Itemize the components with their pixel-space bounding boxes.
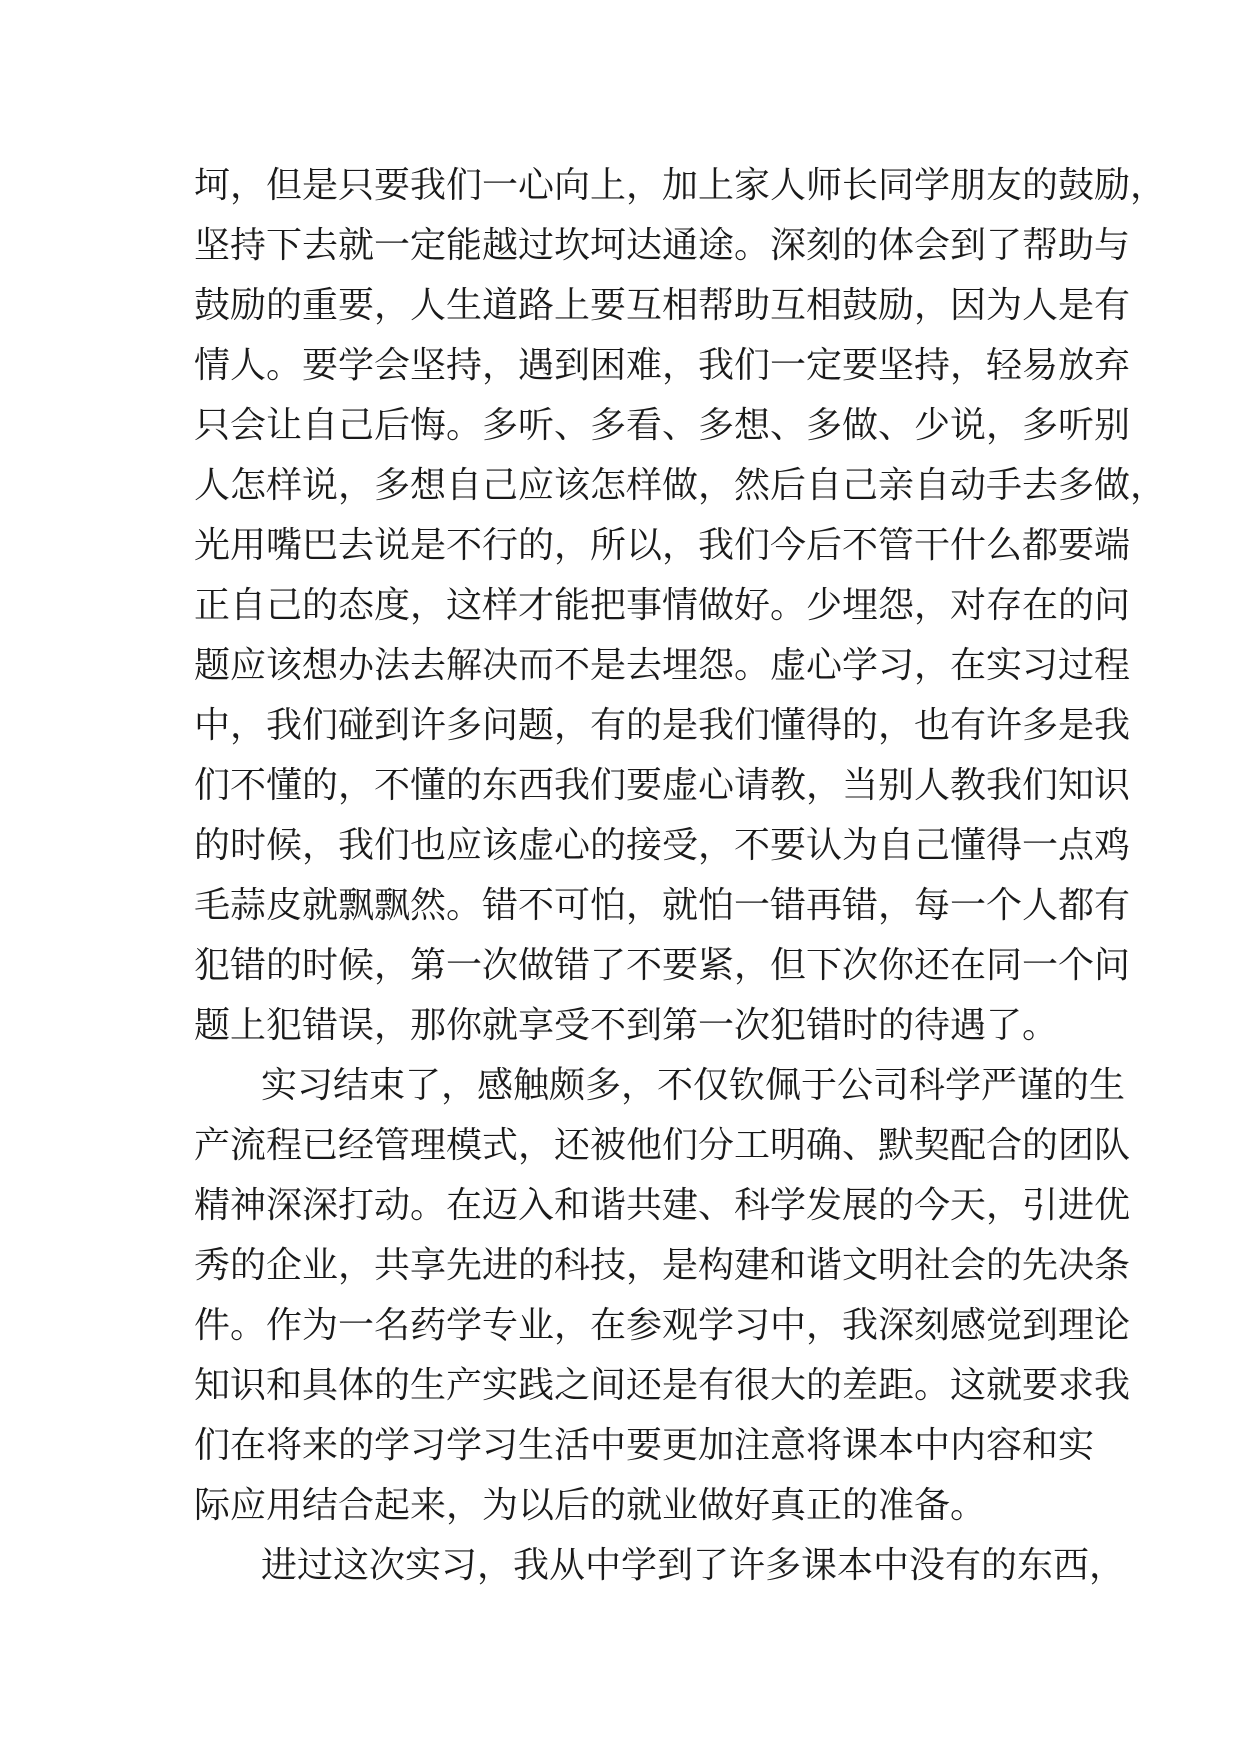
text-line: 鼓励的重要，人生道路上要互相帮助互相鼓励，因为人是有 xyxy=(194,285,1131,326)
text-line: 毛蒜皮就飘飘然。错不可怕，就怕一错再错，每一个人都有 xyxy=(194,885,1131,926)
text-line: 秀的企业，共享先进的科技，是构建和谐文明社会的先决条 xyxy=(194,1245,1131,1286)
text-line: 犯错的时候，第一次做错了不要紧，但下次你还在同一个问 xyxy=(194,945,1131,986)
text-line: 中，我们碰到许多问题，有的是我们懂得的，也有许多是我 xyxy=(194,705,1131,746)
text-line: 光用嘴巴去说是不行的，所以，我们今后不管干什么都要端 xyxy=(194,525,1131,566)
text-line: 坷，但是只要我们一心向上，加上家人师长同学朋友的鼓励， xyxy=(194,165,1167,206)
text-line: 的时候，我们也应该虚心的接受，不要认为自己懂得一点鸡 xyxy=(194,825,1131,866)
text-line: 产流程已经管理模式，还被他们分工明确、默契配合的团队 xyxy=(194,1125,1131,1166)
text-line: 知识和具体的生产实践之间还是有很大的差距。这就要求我 xyxy=(194,1365,1131,1406)
text-line: 正自己的态度，这样才能把事情做好。少埋怨，对存在的问 xyxy=(194,585,1131,626)
paragraph-start-line: 实习结束了，感触颇多，不仅钦佩于公司科学严谨的生 xyxy=(261,1065,1126,1106)
text-line: 件。作为一名药学专业，在参观学习中，我深刻感觉到理论 xyxy=(194,1305,1131,1346)
text-line: 情人。要学会坚持，遇到困难，我们一定要坚持，轻易放弃 xyxy=(194,345,1131,386)
body-text xyxy=(194,156,1167,1596)
text-line: 只会让自己后悔。多听、多看、多想、多做、少说，多听别 xyxy=(194,405,1131,446)
paragraph-start-line: 进过这次实习，我从中学到了许多课本中没有的东西， xyxy=(261,1545,1126,1586)
text-line: 际应用结合起来，为以后的就业做好真正的准备。 xyxy=(194,1485,987,1526)
text-line: 们在将来的学习学习生活中要更加注意将课本中内容和实 xyxy=(194,1425,1095,1466)
text-line: 精神深深打动。在迈入和谐共建、科学发展的今天，引进优 xyxy=(194,1185,1131,1226)
text-line: 人怎样说，多想自己应该怎样做，然后自己亲自动手去多做， xyxy=(194,465,1167,506)
text-line: 题应该想办法去解决而不是去埋怨。虚心学习，在实习过程 xyxy=(194,645,1131,686)
text-line: 坚持下去就一定能越过坎坷达通途。深刻的体会到了帮助与 xyxy=(194,225,1131,266)
text-line: 们不懂的，不懂的东西我们要虚心请教，当别人教我们知识 xyxy=(194,765,1131,806)
text-line: 题上犯错误，那你就享受不到第一次犯错时的待遇了。 xyxy=(194,1005,1059,1046)
